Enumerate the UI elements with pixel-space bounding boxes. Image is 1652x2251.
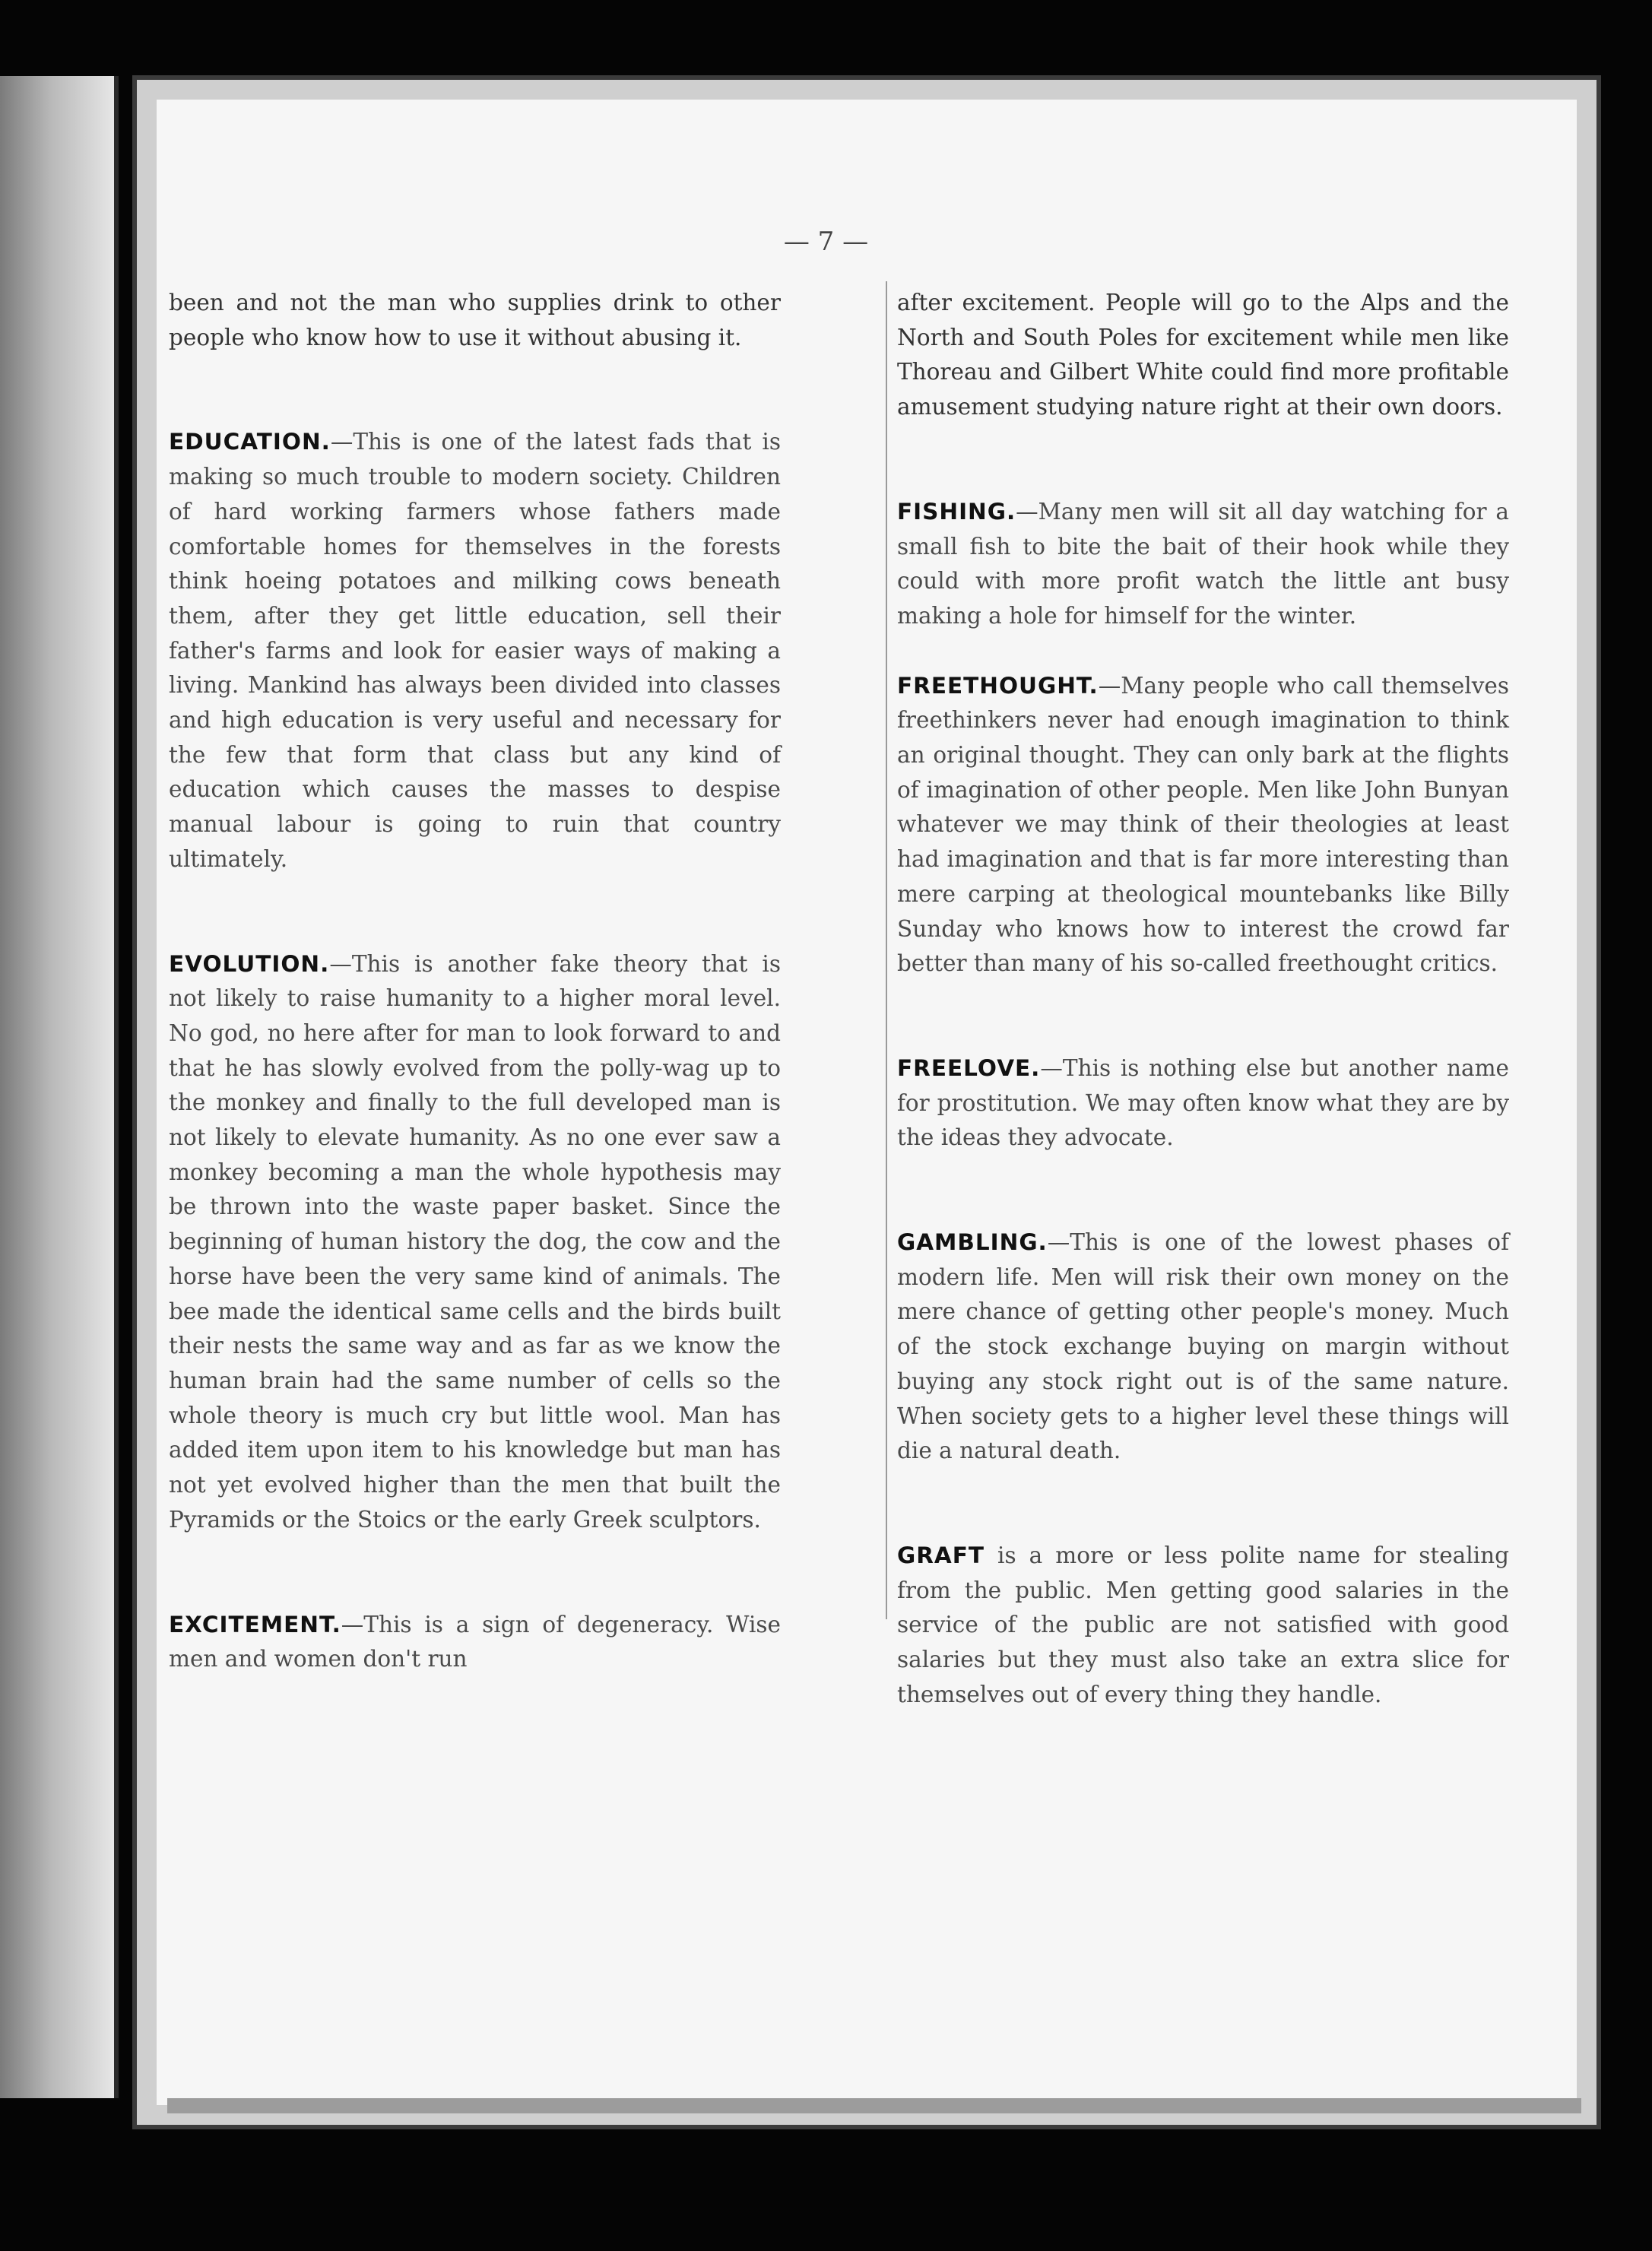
entry-heading: FREETHOUGHT. (897, 672, 1099, 699)
entry-heading: FISHING. (897, 498, 1016, 525)
continued-paragraph: after excitement. People will go to the Alps and the North and South Poles for excitement while men like Thoreau and Gilbert White could find more profitable amusement studying nature right at their own doors. (897, 290, 1509, 420)
right-column (897, 286, 1509, 1783)
entry-body: —Many men will sit all day watching for a small fish to bite the bait of their hook while they could with more profit watch the little ant busy making a hole for himself for the winter. (897, 498, 1509, 629)
entry-freethought (897, 669, 1509, 981)
entry-heading: FREELOVE. (897, 1054, 1041, 1081)
entry-gambling (897, 1225, 1509, 1469)
continued-paragraph: been and not the man who supplies drink to other people who know how to use it without abusing it. (169, 290, 781, 350)
column-divider (886, 281, 887, 1619)
entry-freelove (897, 1051, 1509, 1156)
entry-fishing (897, 495, 1509, 634)
left-column (169, 286, 781, 1747)
entry-body: —This is a sign of degeneracy. Wise men and women don't run (169, 1611, 781, 1672)
adjacent-page-edge (0, 76, 119, 2098)
entry-body: —This is one of the latest fads that is making so much trouble to modern society. Children of hard working farmers whose fathers made comfortable homes for themselves in the forests think hoeing potatoes and milking cows beneath them, after they get little education, sell their father's farms and look for easier ways of making a living. Mankind has always been divided into classes and high education is very useful and necessary for the few that form that class but any kind of education which causes the masses to despise manual labour is going to ruin that country ultimately. (169, 429, 781, 872)
entry-heading: EXCITEMENT. (169, 1611, 341, 1638)
entry-excitement (169, 1608, 781, 1677)
entry-evolution (169, 947, 781, 1538)
entry-graft (897, 1539, 1509, 1713)
entry-heading: EDUCATION. (169, 429, 331, 455)
entry-education (169, 425, 781, 877)
entry-body: —This is one of the lowest phases of modern life. Men will risk their own money on the mere chance of getting other people's money. Much of the stock exchange buying on margin without buying any stock right out is of the same nature. When society gets to a higher level these things will die a natural death. (897, 1229, 1509, 1464)
entry-body: is a more or less polite name for stealing from the public. Men getting good salaries in the service of the public are not satisfied with good salaries but they must also take an extra slice for themselves out of every thing they handle. (897, 1542, 1509, 1707)
page-number: — 7 — (783, 227, 869, 257)
entry-heading: EVOLUTION. (169, 950, 330, 977)
entry-body: —This is another fake theory that is not likely to raise humanity to a higher moral level. No god, no here after for man to look forward to and that he has slowly evolved from the polly-wag up to the monkey and finally to the full developed man is not likely to elevate humanity. As no one ever saw a monkey becoming a man the whole hypothesis may be thrown into the waste paper basket. Since the beginning of human history the dog, the cow and the horse have been the very same kind of animals. The bee made the identical same cells and the birds built their nests the same way and as far as we know the human brain had the same number of cells so the whole theory is much cry but little wool. Man has added item upon item to his knowledge but man has not yet evolved higher than the men that built the Pyramids or the Stoics or the early Greek sculptors. (169, 950, 781, 1533)
entry-body: —This is nothing else but another name for prostitution. We may often know what they are by the ideas they advocate. (897, 1054, 1509, 1151)
entry-heading: GRAFT (897, 1542, 985, 1568)
page-bottom-edge (167, 2098, 1581, 2113)
entry-body: —Many people who call themselves freethinkers never had enough imagination to think an original thought. They can only bark at the flights of imagination of other people. Men like John Bunyan whatever we may think of their theologies at least had imagination and that is far more interesting than mere carping at theological mountebanks like Billy Sunday who knows how to interest the crowd far better than many of his so-called freethought critics. (897, 672, 1509, 977)
entry-heading: GAMBLING. (897, 1229, 1048, 1256)
